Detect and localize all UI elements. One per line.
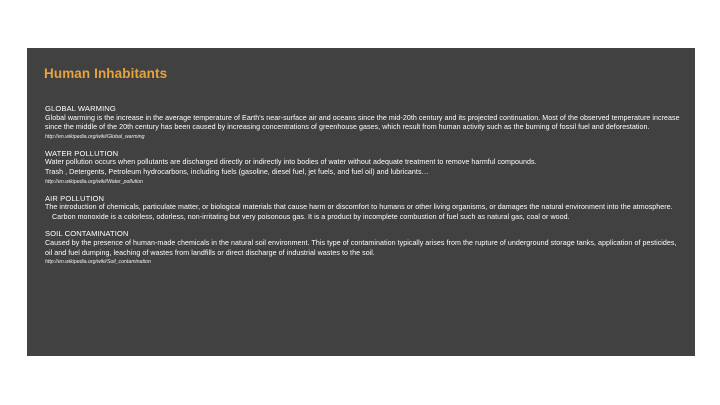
section-heading: SOIL CONTAMINATION — [45, 229, 129, 239]
section-water-pollution — [45, 149, 685, 187]
slide-body — [45, 104, 685, 274]
section-air-pollution — [45, 194, 685, 223]
section-heading: GLOBAL WARMING — [45, 104, 116, 113]
section-heading: WATER POLLUTION — [45, 148, 119, 158]
section-heading: AIR POLLUTION — [45, 193, 105, 203]
section-global-warming — [45, 104, 685, 142]
slide — [27, 48, 695, 356]
source-link[interactable]: http://en.wikipedia.org/wiki/Water_pollution — [45, 178, 143, 185]
slide-title: Human Inhabitants — [44, 66, 168, 81]
source-link[interactable]: http://en.wikipedia.org/wiki/Global_warming — [45, 133, 145, 140]
section-paragraph: Trash , Detergents, Petroleum hydrocarbons, including fuels (gasoline, diesel fuel, jet fuels, and fuel oil) and lubricants… — [45, 167, 429, 176]
section-paragraph: The introduction of chemicals, particulate matter, or biological materials that cause harm or discomfort to humans or other living organisms, or damages the natural environment into the atmosphere. — [45, 203, 673, 212]
section-paragraph: Caused by the presence of human-made chemicals in the natural soil environment. This type of contamination typically arises from the rupture of underground storage tanks, application of pesticides, oil and fuel dumping, leaching of wastes from landfills or direct discharge of industrial wastes to the soil. — [45, 238, 677, 257]
source-link[interactable]: http://en.wikipedia.org/wiki/Soil_contamination — [45, 259, 151, 266]
section-paragraph: Carbon monoxide is a colorless, odorless, non-irritating but very poisonous gas. It is a product by incomplete combustion of fuel such as natural gas, coal or wood. — [52, 212, 570, 221]
section-soil-contamination — [45, 229, 685, 267]
section-paragraph: Water pollution occurs when pollutants are discharged directly or indirectly into bodies of water without adequate treatment to remove harmful compounds. — [45, 158, 537, 167]
section-paragraph: Global warming is the increase in the average temperature of Earth's near-surface air and oceans since the mid-20th century and its projected continuation. Most of the observed temperature increase since the middle of the 20th century has been caused by increasing concentrations of greenhouse gases, which result from human activity such as the burning of fossil fuel and deforestation. — [45, 113, 680, 132]
